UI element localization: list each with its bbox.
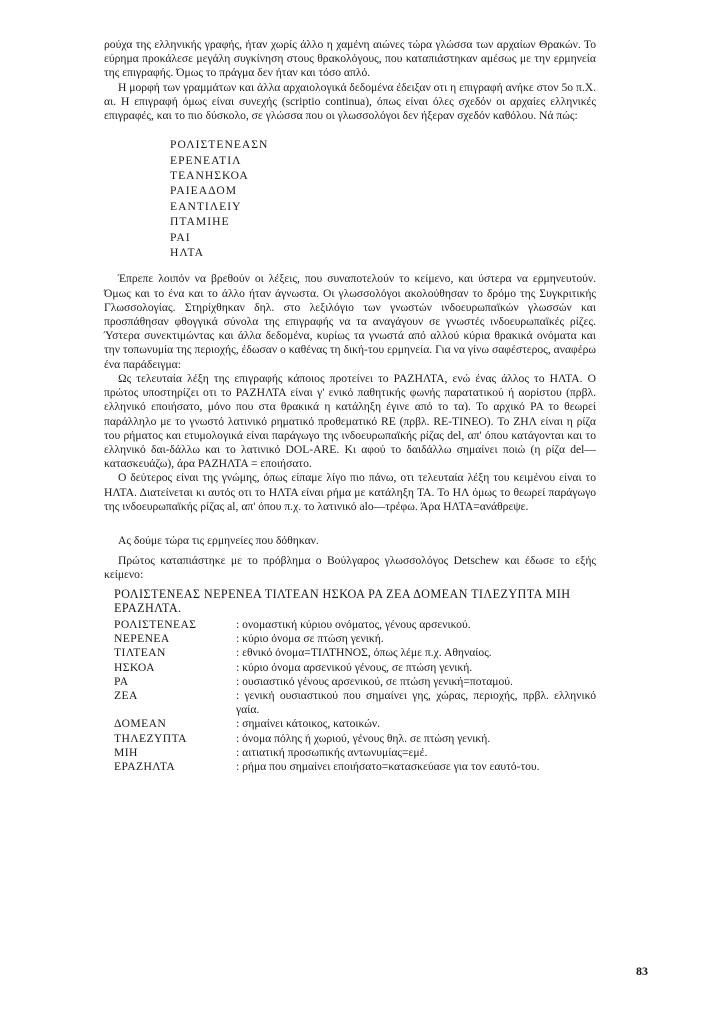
glossary-row — [114, 675, 596, 689]
paragraph-3: Έπρεπε λοιπόν να βρεθούν οι λέξεις, που συναποτελούν το κείμενο, και ύστερα να ερμηνευτούν. Όμως και το ένα και το άλλο ήταν άγνωστα. Οι γλωσσολόγοι ακολούθησαν το δρόμο της Συγκριτικής Γλωσσολογίας. Στηρίχθηκαν δηλ. στο λεξιλόγιο των γνωστών ινδοευρωπαϊκών γλωσσών και προσπάθησαν φθογγικά σύνολα της επιγραφής να τα αναγάγουν σε γνωστές ινδοευρωπαϊκές ρίζες. Ύστερα συνεκτιμώντας και άλλα δεδομένα, κυρίως τα γνωστά από αλλού κύρια θρακικά ονόματα και την τοπωνυμία της περιοχής, έδωσαν ο καθένας τη δική-του ερμηνεία. Για να γίνω σαφέστερος, αναφέρω ένα παράδειγμα: — [104, 272, 596, 371]
glossary-row — [114, 689, 596, 717]
detschew-text: ΡΟΛΙΣΤΕΝΕΑΣ ΝΕΡΕΝΕΑ ΤΙΛΤΕΑΝ ΗΣΚΟΑ ΡΑ ΖΕΑ ΔΟΜΕΑΝ ΤΙΛΕΖΥΠΤΑ ΜΙΗ ΕΡΑΖΗΛΤΑ. — [114, 586, 571, 615]
glossary-row — [114, 618, 596, 632]
glossary-definition: : εθνικό όνομα=ΤΙΛΤΗΝΟΣ, όπως λέμε π.χ. Αθηναίος. — [236, 646, 492, 660]
glossary-row — [114, 760, 596, 774]
page-body — [104, 38, 596, 774]
paragraph-1: ρούχα της ελληνικής γραφής, ήταν χωρίς άλλο η χαμένη αιώνες τώρα γλώσσα των αρχαίων Θρακών. Το εύρημα προκάλεσε μεγάλη συγκίνηση στους θρακολόγους, που καταπιάστηκαν αμέσως με την ερμηνεία της επιγραφής. Όμως το πράγμα δεν ήταν και τόσο απλό. — [104, 38, 596, 80]
glossary-term: ΡΑ — [114, 674, 129, 688]
glossary-definition: : γενική ουσιαστικού που σημαίνει γης, χώρας, περιοχής, πρβλ. ελληνικό γαία. — [236, 688, 596, 717]
inscription-line: ΠΤΑΜΙΗΕ — [170, 215, 230, 229]
glossary-row — [114, 661, 596, 675]
inscription-line: ΤΕΑΝΗΣΚΟΑ — [170, 169, 249, 183]
paragraph-7: Πρώτος καταπιάστηκε με το πρόβλημα ο Βούλγαρος γλωσσολόγος Detschew και έδωσε το εξής κείμενο: — [104, 554, 596, 582]
paragraph-4: Ως τελευταία λέξη της επιγραφής κάποιος προτείνει το ΡΑΖΗΛΤΑ, ενώ ένας άλλος το ΗΛΤΑ. Ο πρώτος υποστηρίζει οτι το ΡΑΖΗΛΤΑ είναι γ' ενικό παθητικής φωνής παρατατικού ή αορίστου (πρβλ. ελληνικό εποιήσατο, μόνο που στα θρακικά η κατάληξη έγινε από το τα). Το αρχικό ΡΑ το θεωρεί παράλληλο με το γνωστό λατινικό ρηματικό προθεματικό RE (πρβλ. RE-TINEO). Το ΖΗΛ είναι η ρίζα του ρήματος και ετυμολογικά είναι παράγωγο της ινδοευρωπαϊκής ρίζας del, απ' όπου κατάγονται και το ελληνικό δαι-δάλλω και το λατινικό DOL-ARE. Κι αφού το δαιδάλλω σημαίνει ποιώ (η ρίζα del—κατασκευάζω), άρα ΡΑΖΗΛΤΑ = εποιήσατο. — [104, 371, 596, 471]
glossary-definition: : αιτιατική προσωπικής αντωνυμίας=εμέ. — [236, 745, 428, 759]
page-number: 83 — [636, 964, 648, 978]
glossary-row — [114, 717, 596, 731]
glossary-definition: : ονομαστική κύριου ονόματος, γένους αρσενικού. — [236, 617, 471, 631]
inscription-line: ΡΑΙ — [170, 230, 191, 244]
inscription-line: ΡΟΛΙΣΤΕΝΕΑΣΝ — [170, 138, 269, 152]
inscription-line: ΡΑΙΕΑΔΟΜ — [170, 184, 238, 198]
glossary-row — [114, 646, 596, 660]
inscription-line: ΕΑΝΤΙΛΕΙΥ — [170, 199, 242, 213]
glossary-term: ΜΙΗ — [114, 745, 138, 759]
paragraph-2: Η μορφή των γραμμάτων και άλλα αρχαιολογικά δεδομένα έδειξαν οτι η επιγραφή ανήκε στον 5ο π.Χ. αι. Η επιγραφή όμως είναι συνεχής (scriptio continua), όπως είναι όλες σχεδόν οι αρχαίες ελληνικές επιγραφές, και το πιο δύσκολο, σε γλώσσα που οι γλωσσολόγοι δεν ήξεραν σχεδόν καθόλου. Νά πώς: — [104, 80, 596, 123]
glossary-definition: : ρήμα που σημαίνει εποιήσατο=κατασκεύασε για τον εαυτό-του. — [236, 759, 540, 773]
paragraph-6: Ας δούμε τώρα τις ερμηνείες που δόθηκαν. — [118, 533, 319, 547]
glossary-row — [114, 632, 596, 646]
glossary-term: ΖΕΑ — [114, 688, 138, 702]
paragraph-5: Ο δεύτερος είναι της γνώμης, όπως είπαμε λίγο πιο πάνω, οτι τελευταία λέξη του κειμένου είναι το ΗΛΤΑ. Διατείνεται κι αυτός οτι το ΗΛΤΑ είναι ρήμα με κατάληξη ΤΑ. Το ΗΛ όμως το θεωρεί παράγωγο της ινδοευρωπαϊκής ρίζας al, απ' όπου π.χ. το λατινικό alo—τρέφω. Άρα ΗΛΤΑ=ανάθρεψε. — [104, 471, 596, 513]
glossary-term: ΔΟΜΕΑΝ — [114, 717, 167, 731]
inscription-line: ΕΡΕΝΕΑΤΙΛ — [170, 153, 242, 167]
inscription-line: ΗΛΤΑ — [170, 246, 205, 260]
glossary-definition: : σημαίνει κάτοικος, κατοικών. — [236, 717, 381, 731]
glossary-definition: : ουσιαστικό γένους αρσενικού, σε πτώση γενική=ποταμού. — [236, 674, 513, 688]
glossary — [114, 618, 596, 774]
glossary-definition: : κύριο όνομα σε πτώση γενική. — [236, 632, 384, 646]
glossary-row — [114, 732, 596, 746]
glossary-row — [114, 746, 596, 760]
glossary-term: ΕΡΑΖΗΛΤΑ — [114, 759, 176, 773]
glossary-term: ΤΙΛΤΕΑΝ — [114, 646, 166, 660]
glossary-definition: : όνομα πόλης ή χωριού, γένους θηλ. σε πτώση γενική. — [236, 731, 491, 745]
glossary-term: ΤΗΛΕΖΥΠΤΑ — [114, 731, 187, 745]
glossary-term: ΗΣΚΟΑ — [114, 660, 155, 674]
glossary-definition: : κύριο όνομα αρσενικού γένους, σε πτώση γενική. — [236, 660, 473, 674]
inscription-block — [170, 137, 596, 260]
glossary-term: ΝΕΡΕΝΕΑ — [114, 632, 170, 646]
glossary-term: ΡΟΛΙΣΤΕΝΕΑΣ — [114, 617, 197, 631]
